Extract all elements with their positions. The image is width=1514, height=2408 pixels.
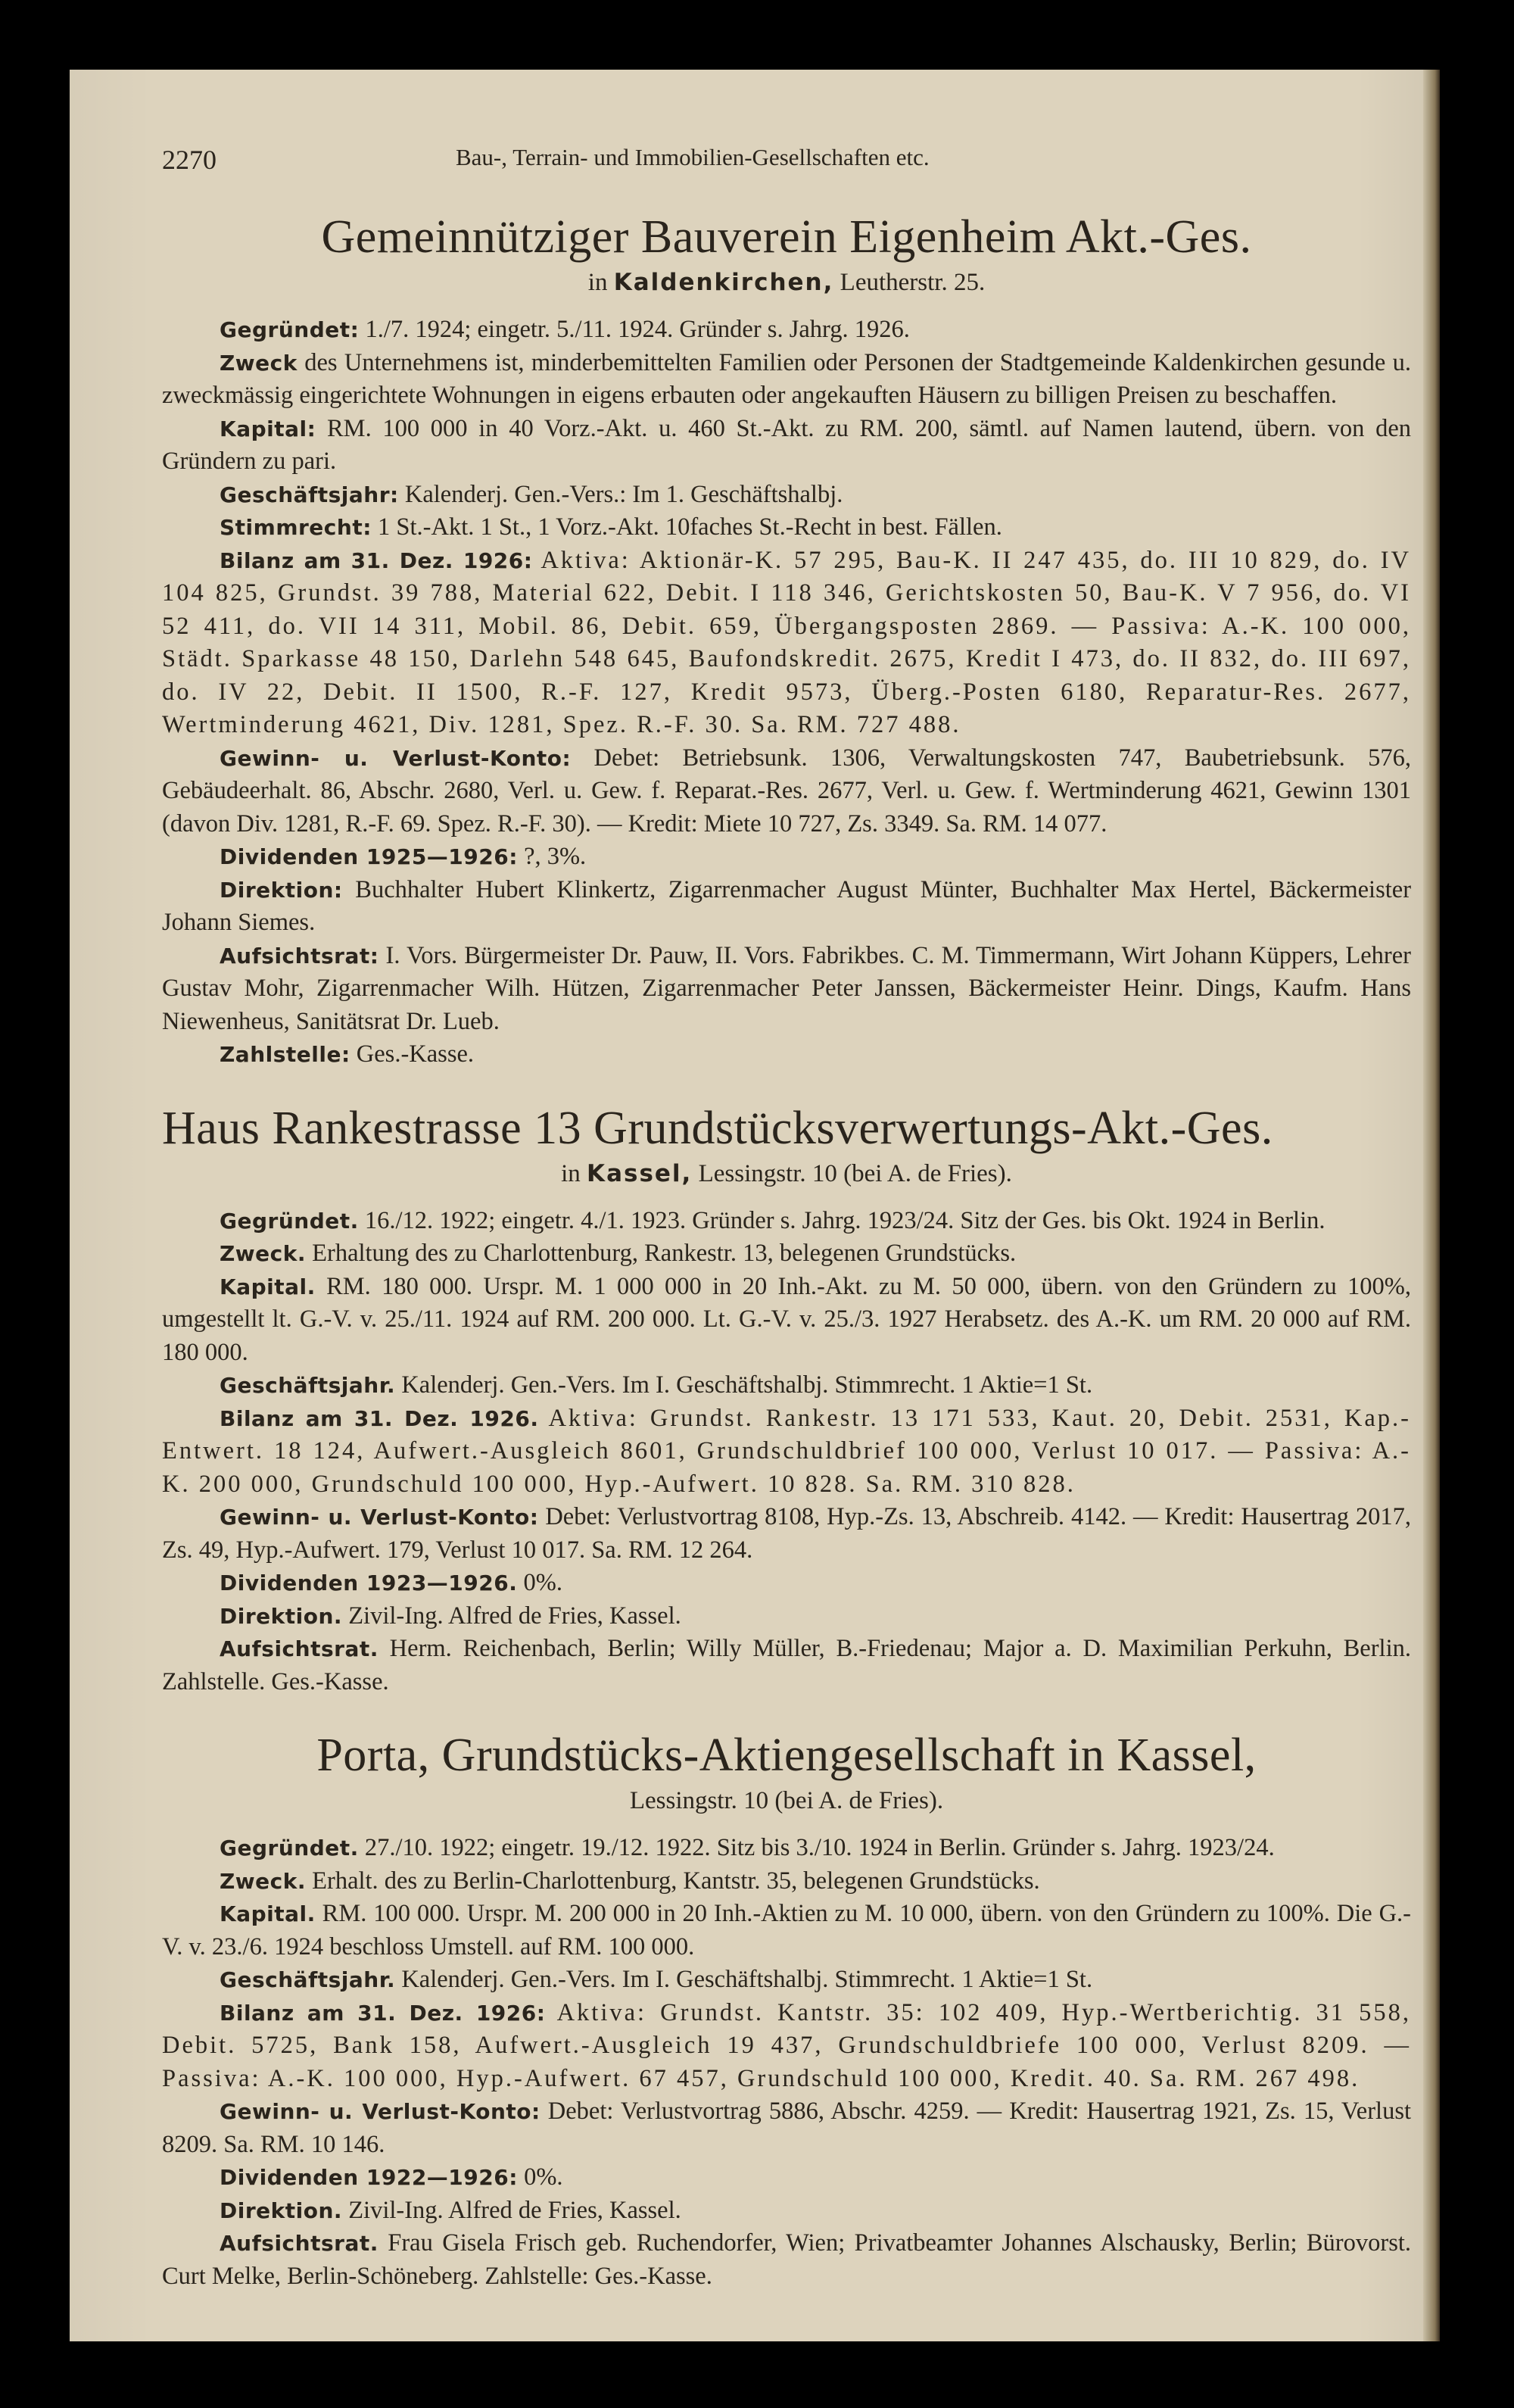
page-edge-shadow: [1423, 70, 1440, 2341]
paragraph-text: 27./10. 1922; eingetr. 19./12. 1922. Sitz bis 3./10. 1924 in Berlin. Gründer s. Jahrg. 1923/24.: [364, 1834, 1275, 1861]
paragraph-text: Ges.-Kasse.: [356, 1040, 475, 1068]
paragraph-text: Aktiva: Aktionär-K. 57 295, Bau-K. II 247 435, do. III 10 829, do. IV 104 825, Grundst. 39 788, Material 622, Debit. I 118 346, Gerichtskosten 50, Bau-K. V 7 956, do. VI 52 411, do. VII 14 311, Mobil. 86, Debit. 659, Übergangsposten 2869. — Passiva: A.-K. 100 000, Städt. Sparkasse 48 150, Darlehn 548 645, Baufondskredit. 2675, Kredit I 473, do. II 832, do. III 697, do. IV 22, Debit. II 1500, R.-F. 127, Kredit 9573, Überg.-Posten 6180, Reparatur-Res. 2677, Wertminderung 4621, Div. 1281, Spez. R.-F. 30. Sa. RM. 727 488.: [162, 546, 1412, 738]
paragraph-head: Aufsichtsrat:: [220, 943, 379, 969]
entry-paragraph: [162, 841, 1411, 874]
paragraph-text: 1 St.-Akt. 1 St., 1 Vorz.-Akt. 10faches St.-Recht in best. Fällen.: [378, 513, 1002, 541]
paragraph-text: Debet: Verlustvortrag 5886, Abschr. 4259. — Kredit: Hausertrag 1921, Zs. 15, Verlust 8209. Sa. RM. 10 146.: [162, 2098, 1412, 2158]
location-prefix: in: [587, 269, 608, 296]
entry-paragraph: [162, 1633, 1411, 1698]
paragraph-head: Zweck.: [220, 1868, 307, 1894]
entry-paragraph: [162, 1567, 1411, 1600]
page-scan: [70, 70, 1440, 2341]
entry-paragraph: [162, 1205, 1411, 1238]
paragraph-head: Gegründet.: [220, 1836, 359, 1861]
running-header: [162, 139, 1411, 185]
paragraph-head: Zahlstelle:: [220, 1042, 350, 1067]
paragraph-head: Stimmrecht:: [220, 515, 372, 540]
location-city: Kassel,: [587, 1159, 693, 1187]
paragraph-text: Kalenderj. Gen.-Vers. Im I. Geschäftshalbj. Stimmrecht. 1 Aktie=1 St.: [401, 1966, 1093, 1993]
location-city: Kaldenkirchen,: [613, 269, 834, 296]
page-number: 2270: [162, 145, 217, 175]
entry-paragraph: [162, 479, 1411, 512]
paragraph-head: Geschäftsjahr.: [220, 1373, 396, 1398]
location-address: Lessingstr. 10 (bei A. de Fries).: [629, 1787, 944, 1814]
paragraph-text: Debet: Verlustvortrag 8108, Hyp.-Zs. 13, Abschreib. 4142. — Kredit: Hausertrag 2017, Zs. 49, Hyp.-Aufwert. 179, Verlust 10 017. Sa. RM. 12 264.: [162, 1503, 1411, 1564]
paragraph-head: Gegründet:: [220, 317, 360, 342]
paragraph-head: Bilanz am 31. Dez. 1926:: [220, 2000, 546, 2026]
entry-paragraph: [162, 2161, 1411, 2194]
entry-paragraph: [162, 1600, 1411, 1633]
entry-paragraph: [162, 511, 1411, 544]
company-entry: [162, 1102, 1411, 1699]
paragraph-head: Direktion.: [220, 2197, 343, 2223]
paragraph-head: Direktion:: [220, 877, 343, 903]
paragraph-head: Zweck.: [220, 1241, 307, 1266]
entry-paragraph: [162, 1271, 1411, 1370]
paragraph-text: RM. 100 000 in 40 Vorz.-Akt. u. 460 St.-Akt. zu RM. 200, sämtl. auf Namen lautend, übern. von den Gründern zu pari.: [162, 414, 1412, 475]
entry-paragraph: [162, 1501, 1411, 1567]
paragraph-head: Gegründet.: [220, 1208, 359, 1234]
company-title: Porta, Grundstücks-Aktiengesellschaft in Kassel,: [316, 1730, 1257, 1781]
entry-paragraph: [162, 313, 1411, 347]
paragraph-text: 0%.: [523, 1569, 562, 1596]
running-title: Bau-, Terrain- und Immobilien-Gesellschaften etc.: [456, 144, 930, 170]
paragraph-text: Frau Gisela Frisch geb. Ruchendorfer, Wien; Privatbeamter Johannes Alschausky, Berlin; Bürovorst. Curt Melke, Berlin-Schöneberg. Zahlstelle: Ges.-Kasse.: [162, 2229, 1412, 2290]
paragraph-text: 0%.: [524, 2163, 563, 2191]
paragraph-text: 16./12. 1922; eingetr. 4./1. 1923. Gründer s. Jahrg. 1923/24. Sitz der Ges. bis Okt. 1924 in Berlin.: [364, 1206, 1326, 1234]
paragraph-head: Aufsichtsrat.: [220, 1636, 378, 1661]
location-prefix: in: [561, 1159, 581, 1187]
paragraph-text: RM. 180 000. Urspr. M. 1 000 000 in 20 Inh.-Akt. zu M. 50 000, übern. von den Gründern zu 100%, umgestellt lt. G.-V. v. 25./11. 1924 auf RM. 200 000. Lt. G.-V. v. 25./3. 1927 Herabsetz. des A.-K. um RM. 20 000 auf RM. 180 000.: [162, 1272, 1411, 1366]
entry-paragraph: [162, 1997, 1411, 2096]
company-entry: [162, 1729, 1411, 2293]
paragraph-head: Dividenden 1922—1926:: [220, 2165, 518, 2190]
paragraph-head: Bilanz am 31. Dez. 1926:: [220, 547, 533, 573]
entry-paragraph: [162, 1038, 1411, 1071]
entry-paragraph: [162, 2227, 1411, 2293]
entry-paragraph: [162, 1402, 1411, 1502]
paragraph-head: Kapital:: [220, 416, 316, 441]
paragraph-text: Kalenderj. Gen.-Vers.: Im 1. Geschäftshalbj.: [404, 480, 843, 508]
paragraph-head: Dividenden 1925—1926:: [220, 844, 518, 869]
paragraph-text: Zivil-Ing. Alfred de Fries, Kassel.: [348, 1602, 681, 1630]
paragraph-text: Aktiva: Grundst. Kantstr. 35: 102 409, Hyp.-Wertberichtig. 31 558, Debit. 5725, Bank 158, Aufwert.-Ausgleich 19 437, Grundschuldbriefe 100 000, Verlust 8209. — Passiva: A.-K. 100 000, Hyp.-Aufwert. 67 457, Grundschuld 100 000, Kredit. 40. Sa. RM. 267 498.: [162, 1998, 1412, 2092]
paragraph-text: Zivil-Ing. Alfred de Fries, Kassel.: [348, 2196, 681, 2224]
entry-paragraph: [162, 1964, 1411, 1997]
page-content: [162, 139, 1411, 2293]
entry-paragraph: [162, 742, 1411, 841]
company-location: [162, 1160, 1411, 1188]
entry-paragraph: [162, 2095, 1411, 2161]
entry-paragraph: [162, 1865, 1411, 1898]
company-title: Haus Rankestrasse 13 Grundstücksverwertungs-Akt.-Ges.: [162, 1102, 1273, 1154]
entry-paragraph: [162, 874, 1411, 940]
paragraph-head: Gewinn- u. Verlust-Konto:: [220, 1505, 539, 1530]
paragraph-head: Zweck: [220, 350, 298, 376]
paragraph-text: 1./7. 1924; eingetr. 5./11. 1924. Gründer s. Jahrg. 1926.: [365, 316, 910, 343]
paragraph-text: I. Vors. Bürgermeister Dr. Pauw, II. Vors. Fabrikbes. C. M. Timmermann, Wirt Johann Küppers, Lehrer Gustav Mohr, Zigarrenmacher Wilh. Hützen, Zigarrenmacher Peter Janssen, Bäckermeister Heinr. Dings, Kaufm. Hans Niewenheus, Sanitätsrat Dr. Lueb.: [162, 941, 1411, 1035]
entry-paragraph: [162, 940, 1411, 1039]
paragraph-head: Geschäftsjahr.: [220, 1967, 396, 1992]
entry-paragraph: [162, 347, 1411, 413]
entry-paragraph: [162, 1237, 1411, 1271]
paragraph-text: Aktiva: Grundst. Rankestr. 13 171 533, Kaut. 20, Debit. 2531, Kap.-Entwert. 18 124, Aufwert.-Ausgleich 8601, Grundschuldbrief 100 000, Verlust 10 017. — Passiva: A.-K. 200 000, Grundschuld 100 000, Hyp.-Aufwert. 10 828. Sa. RM. 310 828.: [162, 1404, 1412, 1498]
paragraph-text: RM. 100 000. Urspr. M. 200 000 in 20 Inh.-Aktien zu M. 10 000, übern. von den Gründern zu 100%. Die G.-V. v. 23./6. 1924 beschloss Umstell. auf RM. 100 000.: [162, 1900, 1412, 1960]
paragraph-head: Geschäftsjahr:: [220, 482, 399, 507]
entry-paragraph: [162, 413, 1411, 479]
paragraph-head: Aufsichtsrat.: [220, 2231, 378, 2256]
paragraph-text: Buchhalter Hubert Klinkertz, Zigarrenmacher August Münter, Buchhalter Max Hertel, Bäckermeister Johann Siemes.: [162, 875, 1412, 936]
paragraph-head: Direktion.: [220, 1603, 343, 1629]
entry-paragraph: [162, 1369, 1411, 1402]
paragraph-head: Dividenden 1923—1926.: [220, 1571, 518, 1595]
company-title: Gemeinnütziger Bauverein Eigenheim Akt.-Ges.: [321, 211, 1252, 263]
company-location: [162, 1787, 1411, 1815]
paragraph-head: Gewinn- u. Verlust-Konto:: [220, 2099, 540, 2124]
location-address: Lessingstr. 10 (bei A. de Fries).: [698, 1159, 1012, 1187]
entry-paragraph: [162, 544, 1411, 742]
company-location: [162, 269, 1411, 297]
paragraph-text: ?, 3%.: [524, 843, 587, 870]
paragraph-text: Erhaltung des zu Charlottenburg, Rankestr. 13, belegenen Grundstücks.: [312, 1240, 1017, 1267]
paragraph-text: Erhalt. des zu Berlin-Charlottenburg, Kantstr. 35, belegenen Grundstücks.: [312, 1867, 1040, 1895]
paragraph-text: Debet: Betriebsunk. 1306, Verwaltungskosten 747, Baubetriebsunk. 576, Gebäudeerhalt. 86, Abschr. 2680, Verl. u. Gew. f. Reparat.-Res. 2677, Verl. u. Gew. f. Wertminderung 4621, Gewinn 1301 (davon Div. 1281, R.-F. 69. Spez. R.-F. 30). — Kredit: Miete 10 727, Zs. 3349. Sa. RM. 14 077.: [162, 744, 1412, 837]
paragraph-head: Gewinn- u. Verlust-Konto:: [220, 745, 572, 771]
paragraph-head: Kapital.: [220, 1901, 316, 1926]
entry-paragraph: [162, 1832, 1411, 1865]
paragraph-text: des Unternehmens ist, minderbemittelten Familien oder Personen der Stadtgemeinde Kaldenkirchen gesunde u. zweckmässig eingerichtete Wohnungen in eigens erbauten oder angekauften Häusern zu billigen Preisen zu beschaffen.: [162, 348, 1411, 409]
paragraph-text: Herm. Reichenbach, Berlin; Willy Müller, B.-Friedenau; Major a. D. Maximilian Perkuhn, Berlin. Zahlstelle. Ges.-Kasse.: [162, 1635, 1411, 1695]
paragraph-head: Bilanz am 31. Dez. 1926.: [220, 1405, 539, 1431]
entry-paragraph: [162, 1898, 1411, 1964]
location-address: Leutherstr. 25.: [840, 269, 986, 296]
company-entry: [162, 211, 1411, 1071]
paragraph-head: Kapital.: [220, 1274, 316, 1299]
paragraph-text: Kalenderj. Gen.-Vers. Im I. Geschäftshalbj. Stimmrecht. 1 Aktie=1 St.: [401, 1371, 1093, 1399]
entry-paragraph: [162, 2194, 1411, 2228]
